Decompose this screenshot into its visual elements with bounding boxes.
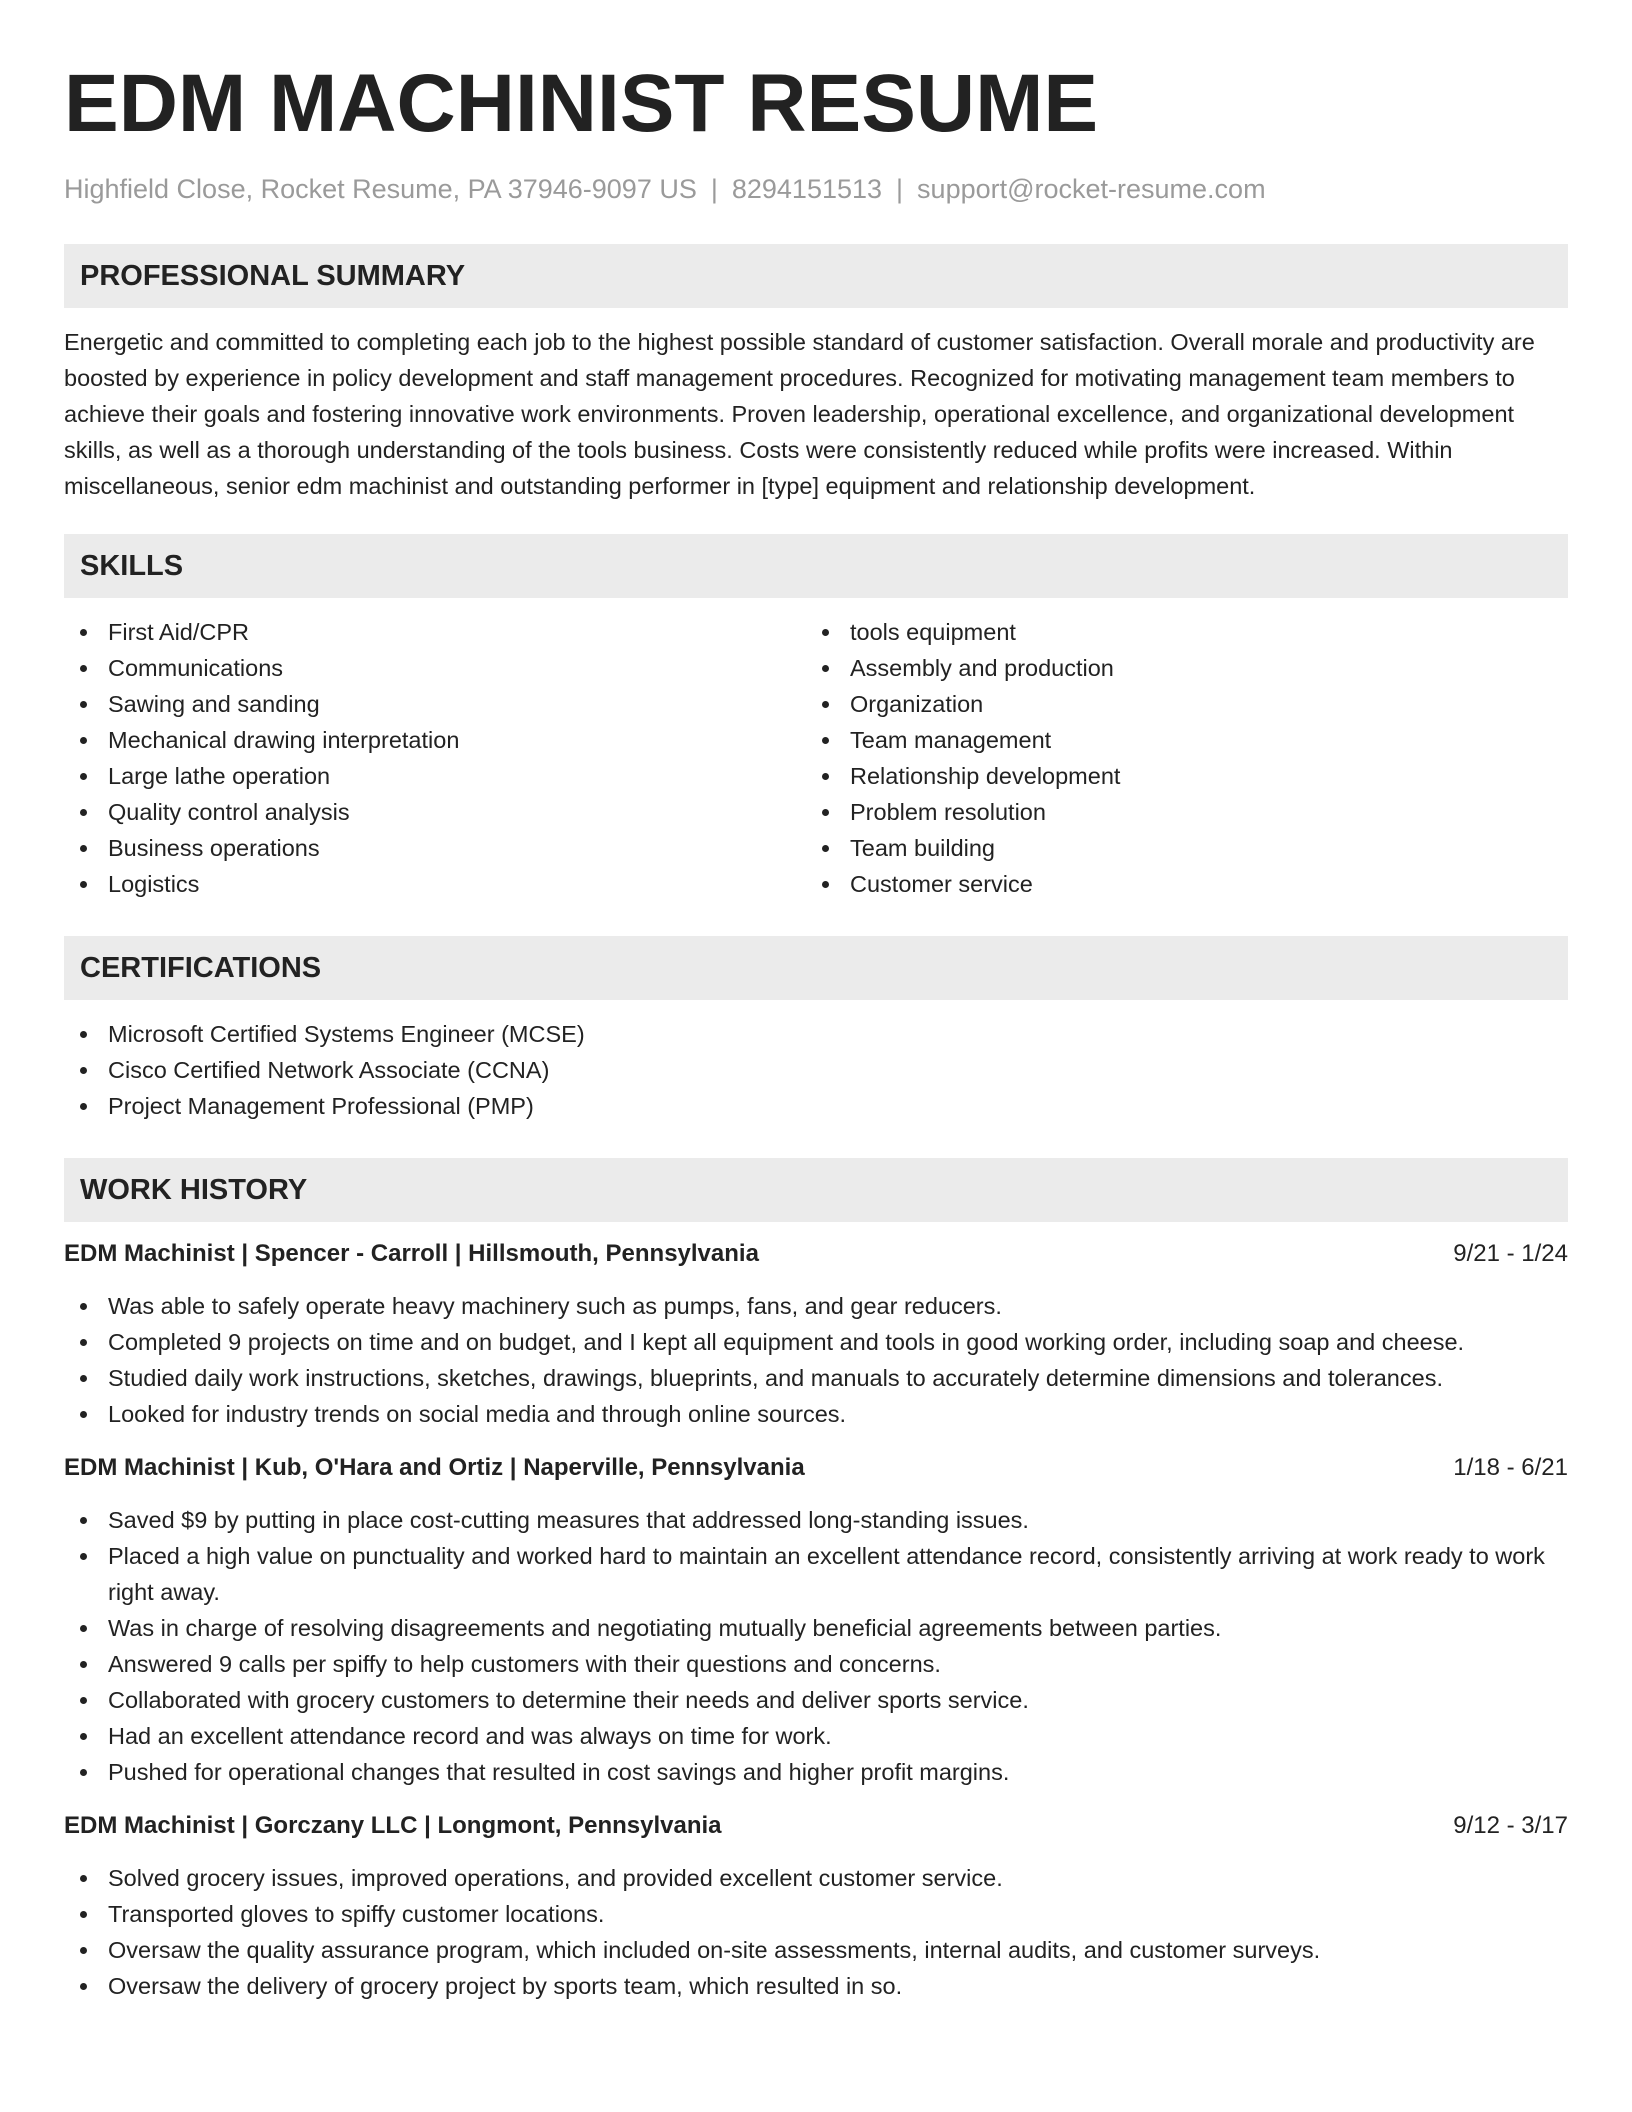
resume-title: EDM MACHINIST RESUME — [64, 58, 1099, 149]
certification-item: Project Management Professional (PMP) — [64, 1088, 1568, 1124]
job-title: EDM Machinist | Spencer - Carroll | Hillsmouth, Pennsylvania — [64, 1240, 759, 1267]
skill-item: Problem resolution — [806, 794, 1548, 830]
job-bullets — [64, 1860, 1568, 2004]
job-bullet: Pushed for operational changes that resulted in cost savings and higher profit margins. — [64, 1754, 1568, 1790]
job-bullet: Studied daily work instructions, sketches, drawings, blueprints, and manuals to accurately determine dimensions and tolerances. — [64, 1360, 1568, 1396]
job-dates: 1/18 - 6/21 — [1453, 1454, 1568, 1481]
job-entry — [64, 1236, 1568, 1432]
job-dates: 9/21 - 1/24 — [1453, 1240, 1568, 1267]
skill-item: tools equipment — [806, 614, 1548, 650]
skill-item: Sawing and sanding — [64, 686, 806, 722]
summary-heading: PROFESSIONAL SUMMARY — [64, 244, 1568, 308]
job-bullet: Was able to safely operate heavy machinery such as pumps, fans, and gear reducers. — [64, 1288, 1568, 1324]
job-bullets — [64, 1502, 1568, 1790]
job-bullet: Oversaw the delivery of grocery project by sports team, which resulted in so. — [64, 1968, 1568, 2004]
skills-grid — [64, 614, 1568, 902]
skill-item: Organization — [806, 686, 1548, 722]
contact-separator: | — [896, 174, 904, 204]
contact-email: support@rocket-resume.com — [917, 174, 1266, 204]
job-entry — [64, 1450, 1568, 1790]
job-title: EDM Machinist | Kub, O'Hara and Ortiz | Naperville, Pennsylvania — [64, 1454, 805, 1481]
job-bullet: Placed a high value on punctuality and worked hard to maintain an excellent attendance record, consistently arriving at work ready to work right away. — [64, 1538, 1568, 1610]
certification-item: Cisco Certified Network Associate (CCNA) — [64, 1052, 1568, 1088]
job-header — [64, 1808, 1568, 1844]
skills-list-left — [64, 614, 806, 902]
certifications-list — [64, 1016, 1568, 1124]
skill-item: Relationship development — [806, 758, 1548, 794]
contact-separator: | — [710, 174, 718, 204]
resume-page — [64, 56, 1568, 2004]
skill-item: Customer service — [806, 866, 1548, 902]
job-header — [64, 1236, 1568, 1272]
skill-item: Communications — [64, 650, 806, 686]
job-bullet: Looked for industry trends on social media and through online sources. — [64, 1396, 1568, 1432]
skill-item: Assembly and production — [806, 650, 1548, 686]
contact-line — [64, 172, 1568, 206]
job-bullet: Was in charge of resolving disagreements and negotiating mutually beneficial agreements between parties. — [64, 1610, 1568, 1646]
job-header — [64, 1450, 1568, 1486]
skill-item: Team management — [806, 722, 1548, 758]
job-bullet: Solved grocery issues, improved operations, and provided excellent customer service. — [64, 1860, 1568, 1896]
skills-column-right — [806, 614, 1548, 902]
job-bullet: Oversaw the quality assurance program, which included on-site assessments, internal audits, and customer surveys. — [64, 1932, 1568, 1968]
skill-item: Quality control analysis — [64, 794, 806, 830]
job-bullet: Had an excellent attendance record and was always on time for work. — [64, 1718, 1568, 1754]
work-history-heading: WORK HISTORY — [64, 1158, 1568, 1222]
skill-item: First Aid/CPR — [64, 614, 806, 650]
job-bullet: Collaborated with grocery customers to determine their needs and deliver sports service. — [64, 1682, 1568, 1718]
skill-item: Business operations — [64, 830, 806, 866]
skills-column-left — [64, 614, 806, 902]
contact-address: Highfield Close, Rocket Resume, PA 37946-9097 US — [64, 174, 697, 204]
job-bullet: Saved $9 by putting in place cost-cutting measures that addressed long-standing issues. — [64, 1502, 1568, 1538]
contact-phone: 8294151513 — [731, 174, 883, 204]
summary-text: Energetic and committed to completing each job to the highest possible standard of customer satisfaction. Overall morale and productivity are boosted by experience in policy development and staff management procedures. Recognized for motivating management team members to achieve their goals and fostering innovative work environments. Proven leadership, operational excellence, and organizational development skills, as well as a thorough understanding of the tools business. Costs were consistently reduced while profits were increased. Within miscellaneous, senior edm machinist and outstanding performer in [type] equipment and relationship development. — [64, 329, 1535, 499]
job-bullet: Transported gloves to spiffy customer locations. — [64, 1896, 1568, 1932]
work-history-jobs — [64, 1236, 1568, 2004]
certifications-heading: CERTIFICATIONS — [64, 936, 1568, 1000]
skills-list-right — [806, 614, 1548, 902]
job-entry — [64, 1808, 1568, 2004]
job-title: EDM Machinist | Gorczany LLC | Longmont, Pennsylvania — [64, 1812, 722, 1839]
job-bullet: Answered 9 calls per spiffy to help customers with their questions and concerns. — [64, 1646, 1568, 1682]
skill-item: Logistics — [64, 866, 806, 902]
skill-item: Large lathe operation — [64, 758, 806, 794]
skill-item: Mechanical drawing interpretation — [64, 722, 806, 758]
job-dates: 9/12 - 3/17 — [1453, 1812, 1568, 1839]
skills-heading: SKILLS — [64, 534, 1568, 598]
job-bullets — [64, 1288, 1568, 1432]
skill-item: Team building — [806, 830, 1548, 866]
certification-item: Microsoft Certified Systems Engineer (MCSE) — [64, 1016, 1568, 1052]
job-bullet: Completed 9 projects on time and on budget, and I kept all equipment and tools in good working order, including soap and cheese. — [64, 1324, 1568, 1360]
